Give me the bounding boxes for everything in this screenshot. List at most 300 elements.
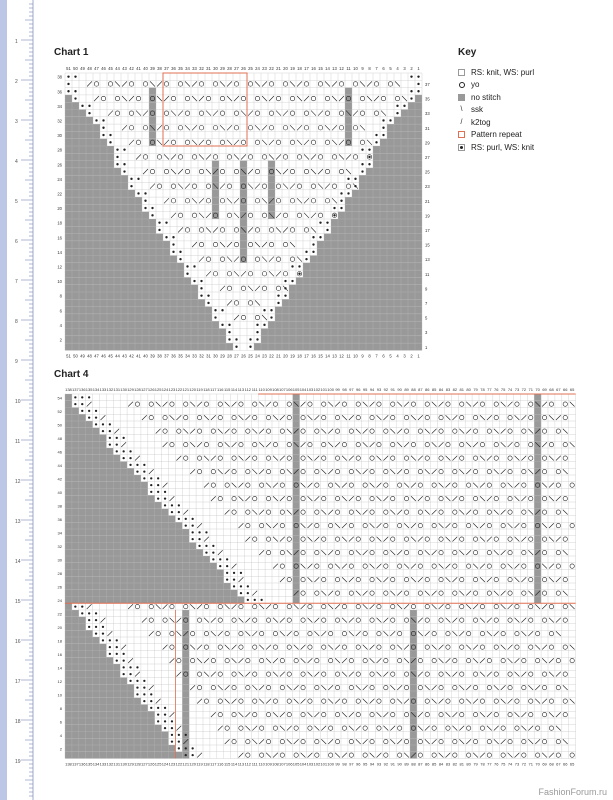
purl-dot-mark: [200, 280, 202, 282]
stitch-number: 80: [466, 387, 471, 392]
stitch-number: 136: [78, 761, 86, 767]
stitch-number: 137: [72, 761, 79, 767]
purl-dot-mark: [396, 105, 398, 107]
row-number: 18: [57, 638, 62, 644]
stitch-number: 113: [237, 387, 245, 392]
stitch-number: 76: [494, 761, 499, 767]
row-number: 8: [59, 705, 62, 711]
row-number: 38: [57, 503, 62, 509]
stitch-number: 34: [185, 353, 190, 359]
purl-dot-mark: [247, 599, 249, 601]
row-number: 36: [57, 89, 62, 95]
purl-dot-mark: [81, 605, 83, 607]
stitch-number: 29: [220, 353, 225, 359]
stitch-number: 98: [342, 761, 347, 767]
purl-dot-mark: [233, 578, 235, 580]
ruler-tick-label: 1: [15, 39, 18, 45]
purl-dot-mark: [298, 265, 300, 267]
row-number: 34: [57, 530, 62, 536]
stitch-number: 16: [311, 353, 316, 359]
purl-dot-mark: [361, 163, 363, 165]
purl-dot-mark: [102, 119, 104, 121]
purl-dot-mark: [116, 639, 118, 641]
ruler-tick-label: 4: [15, 159, 18, 165]
purl-dot-mark: [164, 713, 166, 715]
row-number: 26: [57, 584, 62, 590]
stitch-number: 16: [311, 66, 316, 71]
purl-dot-mark: [305, 251, 307, 253]
stitch-number: 45: [108, 353, 113, 359]
purl-dot-mark: [81, 105, 83, 107]
stitch-number: 68: [549, 387, 554, 392]
stitch-number: 104: [299, 387, 307, 392]
purl-dot-mark: [88, 105, 90, 107]
stitch-number: 110: [258, 387, 265, 392]
purl-dot-mark: [129, 464, 131, 466]
stitch-number: 39: [150, 66, 155, 71]
stitch-number: 35: [178, 66, 183, 71]
stitch-number: 38: [157, 66, 162, 71]
stitch-number: 44: [115, 353, 120, 359]
stitch-number: 18: [297, 353, 302, 359]
row-number: 16: [57, 235, 62, 241]
row-number: 11: [425, 271, 430, 277]
purl-dot-mark: [214, 316, 216, 318]
stitch-number: 109: [265, 761, 272, 767]
purl-dot-mark: [347, 178, 349, 180]
row-number: 54: [57, 395, 62, 401]
purl-dot-mark: [312, 236, 314, 238]
stitch-number: 23: [262, 66, 267, 71]
key-label: ssk: [471, 105, 483, 114]
purl-dot-mark: [382, 127, 384, 129]
purl-dot-mark: [129, 666, 131, 668]
stitch-number: 128: [134, 387, 141, 392]
stitch-number: 75: [500, 761, 506, 767]
ruler-tick-label: 6: [15, 239, 18, 245]
row-number: 14: [57, 665, 62, 671]
purl-dot-mark: [185, 734, 187, 736]
stitch-number: 41: [136, 66, 141, 71]
purl-dot-mark: [326, 229, 328, 231]
purl-dot-mark: [171, 727, 173, 729]
stitch-number: 118: [203, 761, 210, 767]
stitch-number: 49: [80, 66, 85, 71]
stitch-number: 111: [251, 761, 258, 767]
row-number: 44: [57, 462, 62, 468]
purl-dot-mark: [102, 423, 104, 425]
stitch-number: 4: [396, 66, 399, 71]
stitch-number: 114: [230, 761, 238, 767]
stitch-number: 129: [127, 387, 134, 392]
stitch-number: 105: [292, 761, 300, 767]
stitch-number: 75: [500, 387, 506, 392]
purl-dot-mark: [192, 518, 194, 520]
stitch-number: 68: [549, 761, 554, 767]
purl-dot-mark: [312, 243, 314, 245]
stitch-number: 65: [569, 387, 575, 392]
stitch-number: 14: [325, 353, 330, 359]
stitch-number: 34: [185, 66, 190, 71]
stitch-number: 89: [404, 761, 409, 767]
purl-dot-mark: [212, 545, 214, 547]
stitch-number: 21: [276, 353, 281, 359]
stitch-number: 87: [418, 761, 423, 767]
stitch-number: 138: [65, 761, 72, 767]
purl-dot-mark: [417, 83, 419, 85]
purl-dot-mark: [198, 545, 200, 547]
purl-dot-mark: [312, 251, 314, 253]
stitch-number: 17: [304, 353, 309, 359]
purl-dot-mark: [123, 450, 125, 452]
purl-dot-mark: [354, 178, 356, 180]
key-item: [458, 116, 534, 128]
purl-dot-mark: [81, 403, 83, 405]
stitch-number: 30: [213, 66, 218, 71]
row-number: 40: [57, 489, 62, 495]
purl-dot-mark: [226, 578, 228, 580]
purl-dot-mark: [305, 258, 307, 260]
purl-dot-mark: [319, 221, 321, 223]
purl-dot-mark: [144, 200, 146, 202]
stitch-number: 29: [220, 66, 225, 71]
chart1-grid: [48, 62, 444, 362]
row-number: 29: [425, 140, 430, 146]
ruler-tick-label: 10: [15, 399, 21, 405]
ruler-tick-label: 13: [15, 519, 21, 525]
purl-dot-mark: [212, 558, 214, 560]
purl-dot-mark: [240, 572, 242, 574]
ruler-tick-label: 8: [15, 319, 18, 325]
row-number: 22: [57, 611, 62, 617]
row-number: 6: [59, 308, 62, 314]
purl-dot-mark: [143, 693, 145, 695]
stitch-number: 133: [99, 387, 107, 392]
purl-dot-mark: [123, 170, 125, 172]
stitch-number: 132: [106, 761, 114, 767]
purl-dot-mark: [186, 273, 188, 275]
stitch-number: 82: [452, 387, 458, 392]
stitch-number: 124: [161, 387, 169, 392]
stitch-number: 40: [143, 353, 148, 359]
stitch-number: 5: [389, 353, 392, 359]
stitch-number: 22: [269, 66, 274, 71]
stitch-number: 69: [542, 387, 547, 392]
stitch-number: 76: [494, 387, 499, 392]
stitch-number: 70: [535, 761, 540, 767]
purl-dot-mark: [284, 294, 286, 296]
purl-dot-mark: [178, 518, 180, 520]
stitch-number: 43: [122, 353, 127, 359]
purl-dot-mark: [150, 707, 152, 709]
stitch-number: 88: [411, 387, 416, 392]
row-number: 12: [57, 264, 62, 270]
stitch-number: 77: [487, 387, 492, 392]
row-number: 2: [59, 337, 62, 343]
purl-dot-mark: [261, 599, 263, 601]
purl-dot-mark: [95, 612, 97, 614]
stitch-number: 26: [241, 353, 246, 359]
stitch-number: 105: [292, 387, 300, 392]
stitch-number: 37: [164, 353, 169, 359]
stitch-number: 72: [521, 387, 527, 392]
purl-dot-mark: [157, 484, 159, 486]
purl-dot-mark: [116, 659, 118, 661]
stitch-number: 23: [262, 353, 267, 359]
purl-dot-mark: [240, 585, 242, 587]
backslash-icon: \: [460, 106, 463, 113]
stitch-number: 51: [66, 66, 71, 71]
purl-dot-mark: [95, 119, 97, 121]
chart1-title: Chart 1: [54, 47, 89, 58]
stitch-number: 130: [120, 387, 127, 392]
stitch-number: 73: [514, 387, 520, 392]
stitch-number: 119: [196, 761, 203, 767]
purl-dot-mark: [123, 437, 125, 439]
row-number: 16: [57, 651, 62, 657]
stitch-number: 19: [290, 66, 295, 71]
stitch-number: 22: [269, 353, 274, 359]
purl-dot-mark: [361, 148, 363, 150]
stitch-number: 123: [168, 387, 176, 392]
row-number: 33: [425, 111, 430, 117]
purl-dot-mark: [136, 470, 138, 472]
stitch-number: 101: [320, 761, 328, 767]
key-label: RS: purl, WS: knit: [471, 142, 535, 152]
purl-dot-mark: [143, 680, 145, 682]
stitch-number: 136: [78, 387, 86, 392]
purl-dot-mark: [382, 119, 384, 121]
purl-dot-mark: [95, 619, 97, 621]
stitch-number: 79: [473, 761, 478, 767]
purl-dot-mark: [95, 626, 97, 628]
purl-dot-mark: [185, 747, 187, 749]
stitch-number: 81: [459, 761, 464, 767]
stitch-number: 13: [332, 66, 337, 71]
key-label: RS: knit, WS: purl: [471, 67, 535, 77]
stitch-number: 137: [72, 387, 79, 392]
stitch-number: 103: [306, 387, 314, 392]
stitch-number: 116: [217, 387, 224, 392]
stitch-number: 71: [528, 761, 533, 767]
purl-dot-mark: [150, 693, 152, 695]
purl-dot-mark: [136, 693, 138, 695]
stitch-number: 108: [272, 761, 279, 767]
purl-dot-mark: [151, 214, 153, 216]
stitch-number: 10: [353, 66, 358, 71]
stitch-number: 125: [154, 387, 162, 392]
purl-dot-mark: [347, 192, 349, 194]
purl-dot-mark: [74, 97, 76, 99]
purl-dot-mark: [192, 747, 194, 749]
purl-dot-mark: [109, 141, 111, 143]
purl-dot-mark: [74, 403, 76, 405]
ruler-tick-label: 9: [15, 359, 18, 365]
stitch-number: 72: [521, 761, 527, 767]
row-number: 28: [57, 147, 62, 153]
purl-dot-mark: [74, 90, 76, 92]
stitch-number: 106: [285, 387, 293, 392]
stitch-number: 10: [353, 353, 358, 359]
stitch-number: 74: [507, 761, 513, 767]
purl-dot-mark: [102, 134, 104, 136]
purl-dot-mark: [233, 572, 235, 574]
purl-dot-mark: [88, 612, 90, 614]
stitch-number: 20: [283, 66, 288, 71]
purl-dot-mark: [164, 497, 166, 499]
stitch-number: 21: [276, 66, 281, 71]
stitch-number: 98: [342, 387, 347, 392]
purl-dot-mark: [81, 612, 83, 614]
stitch-number: 133: [99, 761, 107, 767]
purl-dot-mark: [102, 626, 104, 628]
purl-dot-mark: [150, 700, 152, 702]
purl-dot-mark: [240, 592, 242, 594]
stitch-number: 8: [368, 353, 371, 359]
purl-dot-mark: [158, 221, 160, 223]
purl-dot-mark: [109, 430, 111, 432]
key-label: k2tog: [471, 117, 491, 127]
ruler-tick-label: 5: [15, 199, 18, 205]
row-number: 21: [425, 198, 430, 204]
purl-dot-mark: [95, 416, 97, 418]
stitch-number: 15: [318, 66, 323, 71]
row-number: 20: [57, 206, 62, 212]
purl-dot-mark: [226, 565, 228, 567]
purl-dot-mark: [129, 680, 131, 682]
stitch-number: 31: [206, 66, 211, 71]
stitch-number: 6: [382, 353, 385, 359]
stitch-number: 47: [94, 66, 99, 71]
key-title: Key: [458, 47, 477, 58]
purl-dot-mark: [417, 75, 419, 77]
stitch-number: 90: [397, 387, 402, 392]
stitch-number: 103: [306, 761, 314, 767]
stitch-number: 44: [115, 66, 120, 71]
stitch-number: 28: [227, 66, 232, 71]
purl-dot-mark: [88, 112, 90, 114]
key-label: no stitch: [471, 92, 501, 102]
purl-dot-mark: [270, 309, 272, 311]
row-number: 8: [59, 293, 62, 299]
stitch-number: 32: [199, 66, 204, 71]
stitch-number: 135: [85, 387, 93, 392]
stitch-number: 4: [396, 353, 399, 359]
purl-dot-mark: [116, 646, 118, 648]
row-number: 24: [57, 597, 62, 603]
key-item: [458, 79, 534, 91]
stitch-number: 84: [438, 761, 444, 767]
blank-square-icon: [458, 69, 465, 76]
stitch-number: 131: [113, 761, 121, 767]
circle-icon: [458, 81, 465, 88]
stitch-number: 80: [466, 761, 471, 767]
row-number: 35: [425, 96, 430, 102]
purl-dot-mark: [263, 324, 265, 326]
stitch-number: 95: [362, 387, 368, 392]
stitch-number: 2: [410, 66, 413, 71]
purl-dot-mark: [178, 511, 180, 513]
stitch-number: 24: [255, 353, 260, 359]
purl-dot-mark: [207, 302, 209, 304]
purl-dot-mark: [192, 538, 194, 540]
row-number: 10: [57, 692, 62, 698]
stitch-number: 129: [127, 761, 134, 767]
chart4-title: Chart 4: [54, 369, 89, 380]
purl-dot-mark: [291, 265, 293, 267]
purl-dot-mark: [129, 457, 131, 459]
stitch-number: 1: [417, 353, 420, 359]
stitch-number: 85: [431, 761, 437, 767]
purl-dot-mark: [375, 141, 377, 143]
purl-dot-mark: [67, 83, 69, 85]
purl-dot-mark: [228, 331, 230, 333]
stitch-number: 115: [223, 761, 231, 767]
stitch-number: 40: [143, 66, 148, 71]
purl-dot-mark: [143, 700, 145, 702]
row-number: 52: [57, 408, 62, 414]
row-number: 30: [57, 133, 62, 139]
row-number: 22: [57, 191, 62, 197]
stitch-number: 73: [514, 761, 520, 767]
row-number: 25: [425, 169, 430, 175]
stitch-number: 33: [192, 353, 197, 359]
stitch-number: 11: [346, 66, 351, 71]
purl-dot-mark: [123, 659, 125, 661]
purl-dot-mark: [214, 309, 216, 311]
stitch-number: 41: [136, 353, 141, 359]
key-label: yo: [471, 80, 480, 89]
ruler-tick-label: 11: [15, 439, 21, 445]
stitch-number: 78: [480, 387, 485, 392]
stitch-number: 117: [210, 387, 217, 392]
stitch-number: 27: [234, 66, 239, 71]
stitch-number: 125: [154, 761, 162, 767]
stitch-number: 77: [487, 761, 492, 767]
row-number: 17: [425, 227, 430, 233]
stitch-number: 86: [425, 761, 430, 767]
purl-dot-mark: [326, 221, 328, 223]
purl-dot-mark: [219, 565, 221, 567]
purl-dot-mark: [164, 707, 166, 709]
purl-dot-mark: [129, 450, 131, 452]
purl-dot-mark: [186, 265, 188, 267]
row-number: 31: [425, 125, 430, 131]
purl-dot-mark: [102, 127, 104, 129]
stitch-number: 119: [196, 387, 203, 392]
stitch-number: 32: [199, 353, 204, 359]
purl-dot-mark: [130, 185, 132, 187]
stitch-number: 104: [299, 761, 307, 767]
row-number: 15: [425, 242, 430, 248]
row-number: 6: [59, 719, 62, 725]
purl-dot-mark: [185, 524, 187, 526]
stitch-number: 93: [376, 761, 382, 767]
stitch-number: 20: [283, 353, 288, 359]
purl-dot-mark: [233, 585, 235, 587]
stitch-number: 66: [563, 387, 568, 392]
row-number: 7: [425, 300, 428, 306]
stitch-number: 50: [73, 66, 78, 71]
stitch-number: 91: [390, 387, 395, 392]
chart-key: [458, 47, 534, 154]
stitch-number: 28: [227, 353, 232, 359]
stitch-number: 9: [361, 66, 364, 71]
purl-dot-mark: [157, 713, 159, 715]
row-number: 28: [57, 570, 62, 576]
purl-dot-mark: [109, 423, 111, 425]
purl-dot-mark: [200, 287, 202, 289]
